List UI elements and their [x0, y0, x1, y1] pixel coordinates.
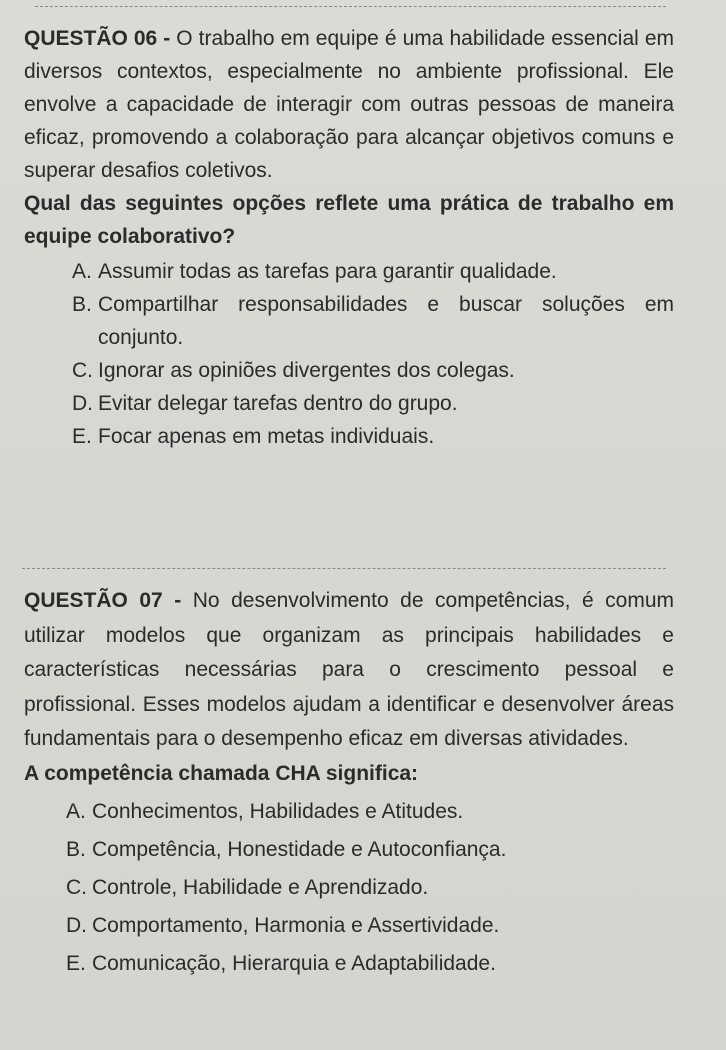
- option-06-c[interactable]: [72, 354, 674, 387]
- option-text: Comportamento, Harmonia e Assertividade.: [92, 914, 500, 937]
- option-06-b[interactable]: [72, 288, 674, 354]
- question-06-text: O trabalho em equipe é uma habilidade essencial em diversos contextos, especialmente no ambiente profissional. Ele envolve a capacidade de interagir com outras pessoas de maneira eficaz, promovendo a colaboração para alcançar objetivos comuns e superar desafios coletivos.: [24, 27, 674, 182]
- question-07-options: [24, 793, 674, 983]
- question-06-statement: [24, 22, 674, 187]
- top-divider: [35, 6, 666, 7]
- option-letter: A.: [66, 800, 86, 823]
- option-06-e[interactable]: [72, 420, 674, 453]
- question-07-statement: [24, 584, 674, 757]
- option-letter: E.: [72, 425, 92, 448]
- option-text: Assumir todas as tarefas para garantir qualidade.: [98, 260, 557, 283]
- option-text: Comunicação, Hierarquia e Adaptabilidade.: [92, 952, 496, 975]
- question-06-prompt: Qual das seguintes opções reflete uma prática de trabalho em equipe colaborativo?: [24, 192, 674, 248]
- option-letter: D.: [66, 914, 87, 937]
- option-letter: E.: [66, 952, 86, 975]
- option-text: Conhecimentos, Habilidades e Atitudes.: [92, 800, 464, 823]
- option-text: Ignorar as opiniões divergentes dos colegas.: [98, 359, 515, 382]
- option-letter: B.: [66, 838, 86, 861]
- option-06-d[interactable]: [72, 387, 674, 420]
- option-text: Focar apenas em metas individuais.: [98, 425, 435, 448]
- option-letter: A.: [72, 260, 92, 283]
- option-text: Competência, Honestidade e Autoconfiança.: [92, 838, 507, 861]
- question-07-label: QUESTÃO 07 -: [24, 589, 182, 612]
- question-06-label: QUESTÃO 06 -: [24, 27, 171, 50]
- option-07-d[interactable]: [66, 907, 674, 945]
- option-07-c[interactable]: [66, 869, 674, 907]
- option-07-a[interactable]: [66, 793, 674, 831]
- question-06: [24, 22, 674, 453]
- option-letter: B.: [72, 293, 92, 316]
- option-06-a[interactable]: [72, 255, 674, 288]
- option-letter: C.: [66, 876, 87, 899]
- question-06-options: [24, 255, 674, 453]
- option-letter: D.: [72, 392, 93, 415]
- option-letter: C.: [72, 359, 93, 382]
- option-07-b[interactable]: [66, 831, 674, 869]
- option-text: Compartilhar responsabilidades e buscar soluções em conjunto.: [98, 293, 674, 349]
- option-text: Controle, Habilidade e Aprendizado.: [92, 876, 429, 899]
- question-07: [24, 584, 674, 983]
- question-07-text: No desenvolvimento de competências, é comum utilizar modelos que organizam as principais habilidades e características necessárias para o crescimento pessoal e profissional. Esses modelos ajudam a identificar e desenvolver áreas fundamentais para o desempenho eficaz em diversas atividades.: [24, 589, 674, 750]
- question-divider: [22, 568, 666, 569]
- option-text: Evitar delegar tarefas dentro do grupo.: [98, 392, 458, 415]
- option-07-e[interactable]: [66, 945, 674, 983]
- question-07-prompt: A competência chamada CHA significa:: [24, 761, 419, 785]
